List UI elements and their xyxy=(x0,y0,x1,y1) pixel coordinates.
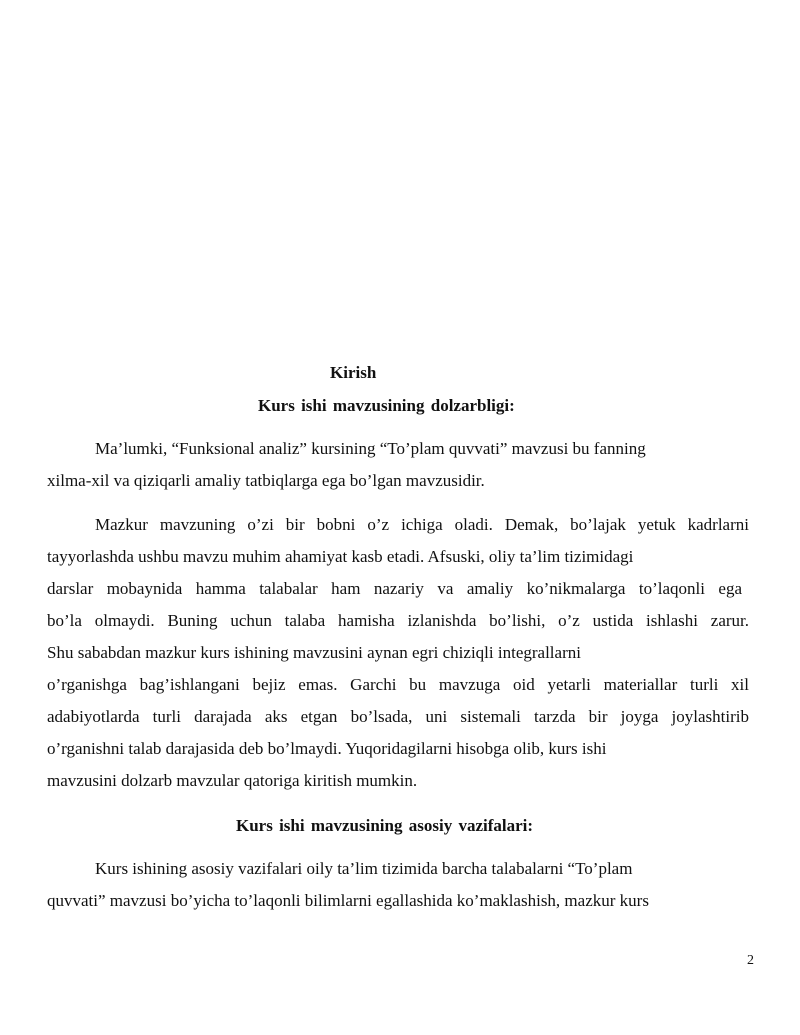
paragraph-2-line-4: bo’la olmaydi. Buning uchun talaba hamisha izlanishda bo’lishi, o’z ustida ishlashi zarur. xyxy=(47,611,749,630)
page-number: 2 xyxy=(747,953,754,968)
heading-tasks: Kurs ishi mavzusining asosiy vazifalari: xyxy=(236,816,534,835)
paragraph-2-line-5: Shu sababdan mazkur kurs ishining mavzusini aynan egri chiziqli integrallarni xyxy=(47,643,581,662)
heading-intro: Kirish xyxy=(330,363,377,382)
paragraph-2-line-2: tayyorlashda ushbu mavzu muhim ahamiyat kasb etadi. Afsuski, oliy ta’lim tizimidagi xyxy=(47,547,634,566)
paragraph-2-line-9: mavzusini dolzarb mavzular qatoriga kiritish mumkin. xyxy=(47,771,418,790)
paragraph-2-line-6: o’rganishga bag’ishlangani bejiz emas. Garchi bu mavzuga oid yetarli materiallar turli xil xyxy=(47,675,749,694)
paragraph-1-line-1: Ma’lumki, “Funksional analiz” kursining “To’plam quvvati” mavzusi bu fanning xyxy=(95,439,646,458)
paragraph-2-line-7: adabiyotlarda turli darajada aks etgan bo’lsada, uni sistemali tarzda bir joyga joylashtirib xyxy=(47,707,749,726)
paragraph-2-line-3: darslar mobaynida hamma talabalar ham nazariy va amaliy ko’nikmalarga to’laqonli ega xyxy=(47,579,742,598)
paragraph-3-line-2: quvvati” mavzusi bo’yicha to’laqonli bilimlarni egallashida ko’maklashish, mazkur kurs xyxy=(47,891,649,910)
paragraph-2-line-8: o’rganishni talab darajasida deb bo’lmaydi. Yuqoridagilarni hisobga olib, kurs ishi xyxy=(47,739,607,758)
paragraph-1-line-2: xilma-xil va qiziqarli amaliy tatbiqlarga ega bo’lgan mavzusidir. xyxy=(47,471,485,490)
heading-relevance: Kurs ishi mavzusining dolzarbligi: xyxy=(258,396,515,415)
paragraph-3-line-1: Kurs ishining asosiy vazifalari oily ta’lim tizimida barcha talabalarni “To’plam xyxy=(95,859,633,878)
paragraph-2-line-1: Mazkur mavzuning o’zi bir bobni o’z ichiga oladi. Demak, bo’lajak yetuk kadrlarni xyxy=(95,515,749,534)
